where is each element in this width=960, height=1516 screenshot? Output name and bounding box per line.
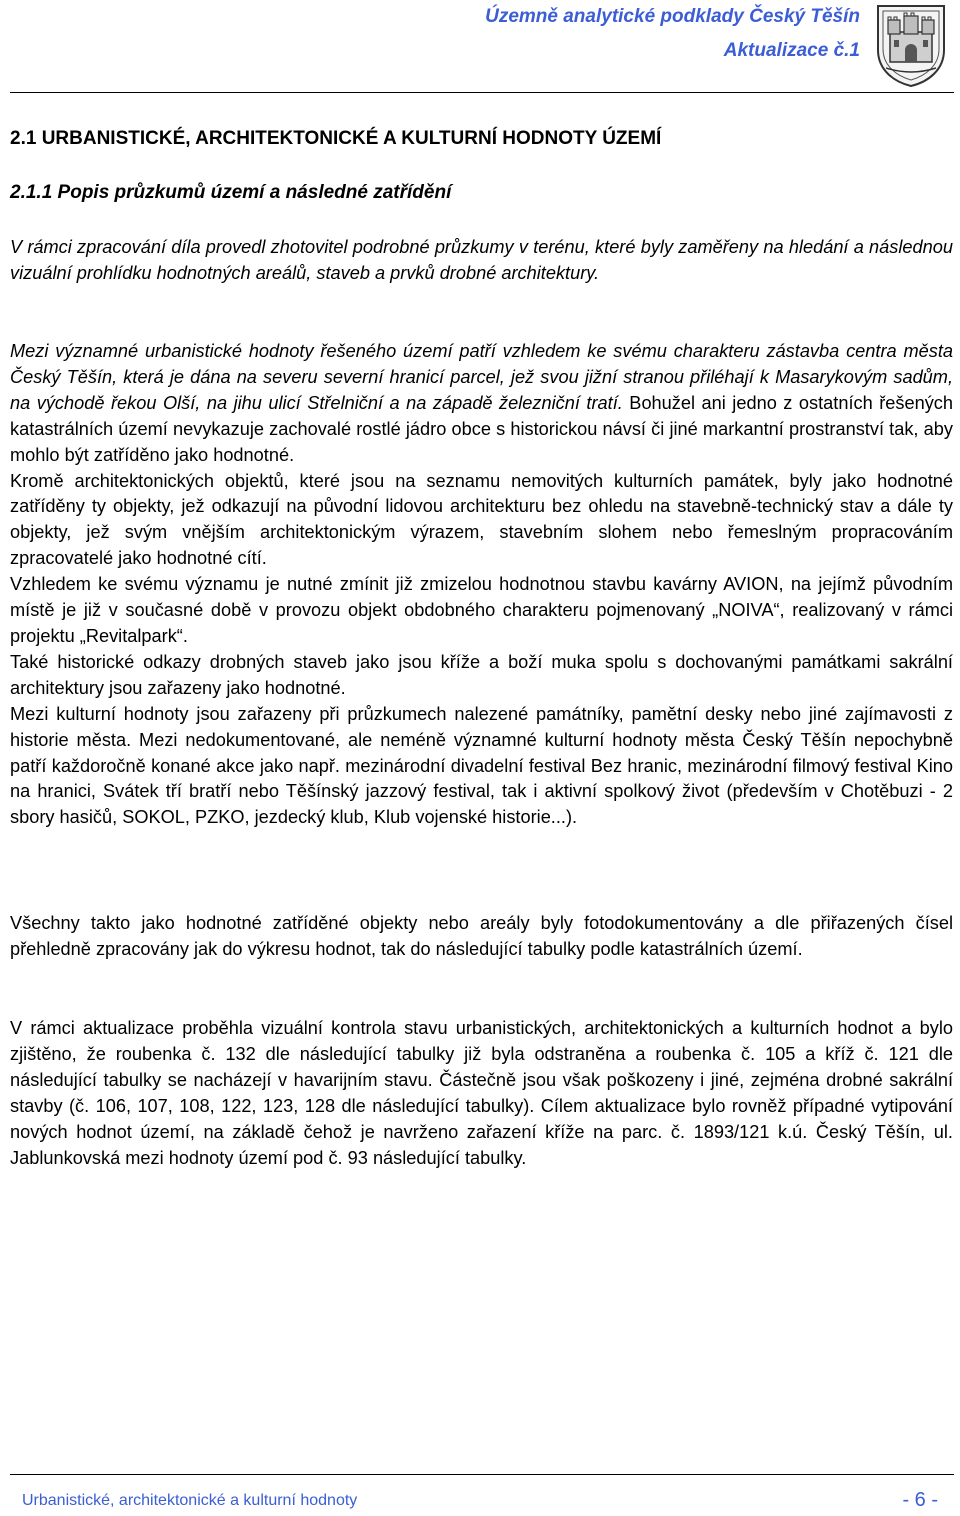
section-heading: 2.1 URBANISTICKÉ, ARCHITEKTONICKÉ A KULTURNÍ HODNOTY ÚZEMÍ xyxy=(10,128,662,149)
text-block-2 xyxy=(10,911,953,963)
paragraph-4: Vzhledem ke svému významu je nutné zmínit již zmizelou hodnotnou stavbu kavárny AVION, na jejímž původním místě je již v současné době v provozu objekt obdobného charakteru pojmenovaný „NOIVA“, realizovaný v rámci projektu „Revitalpark“. xyxy=(10,574,953,646)
paragraph-5: Také historické odkazy drobných staveb jako jsou kříže a boží muka spolu s dochovanými památkami sakrální architektury jsou zařazeny jako hodnotné. xyxy=(10,651,953,698)
subsection-heading: 2.1.1 Popis průzkumů území a následné zatřídění xyxy=(10,182,452,203)
paragraph-1: V rámci zpracování díla provedl zhotovitel podrobné průzkumy v terénu, které byly zaměřeny na hledání a následnou vizuální prohlídku hodnotných areálů, staveb a prvků drobné architektury. xyxy=(10,237,953,283)
footer-rule xyxy=(10,1474,954,1475)
main-text-block xyxy=(10,339,953,831)
paragraph-2 xyxy=(10,339,953,469)
paragraph-2-regular: Bohužel ani jedno z ostatních řešených katastrálních území nevykazuje zachovalé rostlé jádro obce s historickou návsí či jiné markantní prostranství tak, aby mohlo být zatříděno jako hodnotné. xyxy=(10,392,953,465)
paragraph-3: Kromě architektonických objektů, které jsou na seznamu nemovitých kulturních památek, byly jako hodnotné zatříděny ty objekty, jež odkazují na původní lidovou architekturu bez ohledu na stavebně-technický stav a dále ty objekty, jež svým vnějším architektonickým výrazem, stavebním slohem nebo řemeslným propracováním zpracovatelé jako hodnotné cítí. xyxy=(10,470,953,569)
page-number: - 6 - xyxy=(902,1489,938,1511)
header-rule xyxy=(10,92,954,93)
header-subtitle: Aktualizace č.1 xyxy=(723,40,860,61)
paragraph-8: V rámci aktualizace proběhla vizuální kontrola stavu urbanistických, architektonických a kulturních hodnot a bylo zjištěno, že roubenka č. 132 dle následující tabulky již byla odstraněna a roubenka č. 105 a kříž č. 121 dle následující tabulky se nacházejí v havarijním stavu. Částečně jsou však poškozeny i jiné, zejména drobné sakrální stavby (č. 106, 107, 108, 122, 123, 128 dle následující tabulky). Cílem aktualizace bylo rovněž případné vytipování nových hodnot území, na základě čehož je navrženo zařazení kříže na parc. č. 1893/121 k.ú. Český Těšín, ul. Jablunkovská mezi hodnoty území pod č. 93 následující tabulky. xyxy=(10,1018,953,1168)
paragraph-6: Mezi kulturní hodnoty jsou zařazeny při průzkumech nalezené památníky, pamětní desky nebo jiné zajímavosti z historie města. Mezi nedokumentované, ale neméně významné kulturní hodnoty města Český Těšín nepochybně patří každoročně konané akce jako např. mezinárodní divadelní festival Bez hranic, mezinárodní filmový festival Kino na hranici, Svátek tří bratří nebo Těšínský jazzový festival, tak i aktivní spolkový život (především v Chotěbuzi - 2 sbory hasičů, SOKOL, PZKO, jezdecký klub, Klub vojenské historie...). xyxy=(10,703,953,828)
header-title: Územně analytické podklady Český Těšín xyxy=(485,6,860,27)
paragraph-2-italic: Mezi významné urbanistické hodnoty řešeného území patří vzhledem ke svému charakteru zástavba centra města Český Těšín, která je dána na severu severní hranicí parcel, jež svou jižní stranou přiléhají k Masarykovým sadům, na východě řekou Olší, na jihu ulicí Střelniční a na západě železniční tratí. xyxy=(10,341,953,413)
text-block-3 xyxy=(10,1016,953,1171)
paragraph-7: Všechny takto jako hodnotné zatříděné objekty nebo areály byly fotodokumentovány a dle přiřazených čísel přehledně zpracovány jak do výkresu hodnot, tak do následující tabulky podle katastrálních území. xyxy=(10,913,953,959)
footer-section-name: Urbanistické, architektonické a kulturní hodnoty xyxy=(22,1492,358,1509)
intro-paragraph xyxy=(10,235,953,287)
city-coat-of-arms-icon xyxy=(872,2,950,88)
